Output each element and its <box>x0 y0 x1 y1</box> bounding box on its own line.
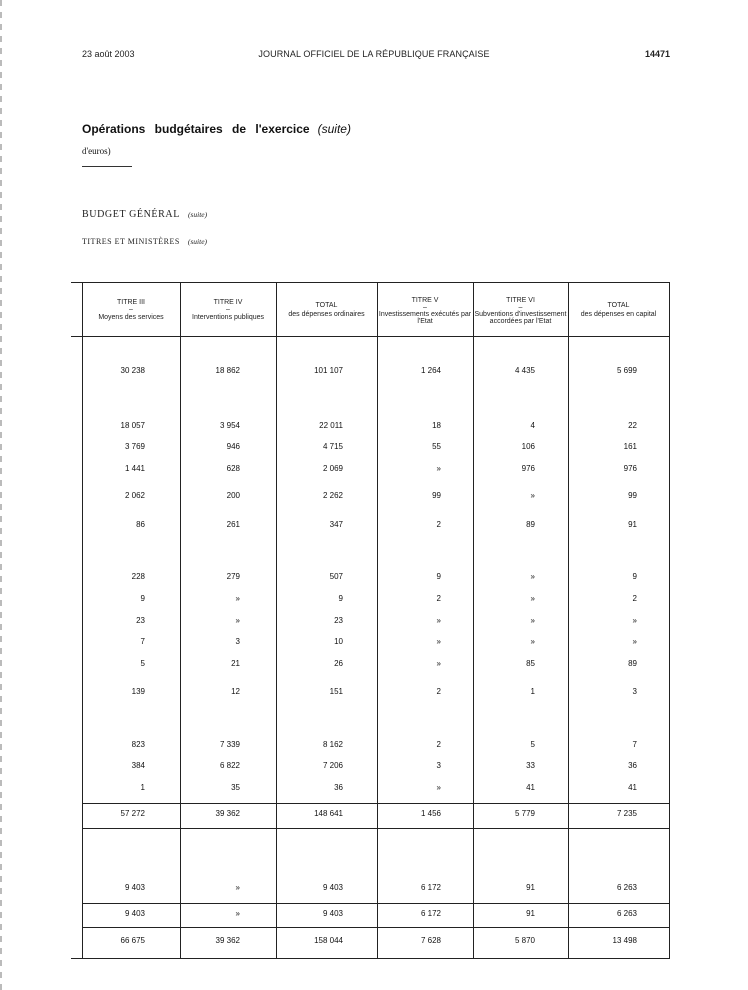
column-header-1 <box>82 286 180 334</box>
table-cell: 6 172 <box>420 909 441 918</box>
subtotal-bottom-rule <box>82 828 670 829</box>
table-cell: 7 339 <box>219 740 240 749</box>
table-cell: 200 <box>226 491 240 500</box>
header-date: 23 août 2003 <box>82 49 135 59</box>
table-cell: 7 <box>632 740 637 749</box>
column-header-subtitle: des dépenses ordinaires <box>288 311 365 318</box>
table-cell: 91 <box>628 520 637 529</box>
table-cell: 86 <box>136 520 145 529</box>
grand-total-top-rule <box>82 927 670 928</box>
table-cell: 39 362 <box>215 936 240 945</box>
subtotal-top-rule <box>82 803 670 804</box>
title-suite: (suite) <box>317 122 351 136</box>
column-header-subtitle: des dépenses en capital <box>580 311 657 318</box>
table-cell: 1 456 <box>420 809 441 818</box>
header-page-number: 14471 <box>645 49 671 59</box>
table-cell: 2 262 <box>322 491 343 500</box>
column-header-title: TOTAL <box>315 302 338 309</box>
table-cell: 5 <box>530 740 535 749</box>
table-cell: » <box>530 572 535 581</box>
table-cell: 5 <box>140 659 145 668</box>
column-header-title: TITRE IV <box>213 299 243 306</box>
table-cell: 30 238 <box>120 366 145 375</box>
table-cell: 1 264 <box>420 366 441 375</box>
table-cell: 6 822 <box>219 761 240 770</box>
column-header-title: TITRE VI <box>506 296 535 304</box>
column-header-subtitle: Subventions d'investissement accordées par l'Etat <box>474 310 567 325</box>
table-cell: 36 <box>334 783 343 792</box>
table-cell: 36 <box>628 761 637 770</box>
table-cell: 9 403 <box>124 909 145 918</box>
column-header-dash: – <box>518 303 523 311</box>
table-cell: 99 <box>432 491 441 500</box>
table-cell: 4 435 <box>514 366 535 375</box>
table-cell: 1 <box>140 783 145 792</box>
table-cell: 6 172 <box>420 883 441 892</box>
table-cell: 9 403 <box>322 909 343 918</box>
table-cell: 946 <box>226 442 240 451</box>
table-cell: 23 <box>334 616 343 625</box>
table-cell: 9 <box>436 572 441 581</box>
table-cell: 3 <box>235 637 240 646</box>
table-cell: 628 <box>226 464 240 473</box>
table-cell: 2 <box>436 520 441 529</box>
table-cell: 976 <box>521 464 535 473</box>
table-cell: 7 235 <box>616 809 637 818</box>
table-cell: 2 <box>436 594 441 603</box>
table-cell: 91 <box>526 909 535 918</box>
column-rule-6 <box>669 282 670 959</box>
table-cell: 18 862 <box>215 366 240 375</box>
table-cell: 41 <box>526 783 535 792</box>
table-bottom-rule <box>71 958 670 959</box>
column-header-title: TITRE V <box>411 296 439 304</box>
column-header-4 <box>377 286 473 334</box>
table-cell: 106 <box>521 442 535 451</box>
table-cell: 101 107 <box>314 366 343 375</box>
table-cell: 7 206 <box>322 761 343 770</box>
table-cell: 384 <box>131 761 145 770</box>
column-header-2 <box>180 286 276 334</box>
table-cell: 3 <box>436 761 441 770</box>
table-cell: 10 <box>334 637 343 646</box>
column-header-subtitle: Moyens des services <box>98 314 164 321</box>
table-cell: 85 <box>526 659 535 668</box>
table-cell: 18 <box>432 421 441 430</box>
table-cell: 91 <box>526 883 535 892</box>
header-journal-title: JOURNAL OFFICIEL DE LA RÉPUBLIQUE FRANÇAISE <box>258 49 490 59</box>
section-total-top-rule <box>82 903 670 904</box>
table-cell: 2 <box>436 687 441 696</box>
section-budget-general-label: BUDGET GÉNÉRAL <box>82 209 180 220</box>
table-cell: 99 <box>628 491 637 500</box>
table-cell: 22 011 <box>319 421 343 430</box>
table-cell: » <box>235 594 240 603</box>
table-cell: 158 044 <box>314 936 343 945</box>
table-cell: 9 <box>632 572 637 581</box>
table-cell: » <box>530 594 535 603</box>
unit-label: d'euros) <box>82 146 111 156</box>
table-cell: 1 441 <box>124 464 145 473</box>
table-cell: 3 769 <box>124 442 145 451</box>
table-cell: » <box>436 783 441 792</box>
table-cell: » <box>436 637 441 646</box>
table-cell: 5 779 <box>514 809 535 818</box>
table-cell: 3 <box>632 687 637 696</box>
section-titres-ministeres-label: TITRES ET MINISTÈRES <box>82 237 180 246</box>
column-header-dash: – <box>423 303 427 311</box>
table-cell: 1 <box>530 687 535 696</box>
table-cell: 18 057 <box>120 421 145 430</box>
table-cell: 6 263 <box>616 909 637 918</box>
table-cell: 21 <box>231 659 240 668</box>
table-cell: 2 062 <box>124 491 145 500</box>
table-cell: 4 <box>530 421 535 430</box>
table-cell: 5 699 <box>616 366 637 375</box>
table-cell: » <box>436 464 441 473</box>
table-cell: 2 069 <box>322 464 343 473</box>
column-header-3 <box>276 286 377 334</box>
table-cell: 2 <box>632 594 637 603</box>
table-cell: 161 <box>623 442 637 451</box>
table-cell: 6 263 <box>616 883 637 892</box>
column-header-subtitle: Investissements exécutés par l'Etat <box>378 310 472 325</box>
table-cell: » <box>235 909 240 918</box>
title-main: Opérations budgétaires de l'exercice <box>82 122 310 136</box>
table-cell: 26 <box>334 659 343 668</box>
table-cell: 9 403 <box>124 883 145 892</box>
table-cell: 13 498 <box>612 936 637 945</box>
table-cell: 7 628 <box>420 936 441 945</box>
column-header-subtitle: Interventions publiques <box>192 314 264 321</box>
table-cell: 9 <box>140 594 145 603</box>
table-cell: 976 <box>623 464 637 473</box>
section-budget-general-suite: (suite) <box>187 210 208 219</box>
table-cell: » <box>235 883 240 892</box>
table-cell: » <box>436 659 441 668</box>
column-header-5 <box>473 286 568 334</box>
table-cell: » <box>436 616 441 625</box>
table-cell: 55 <box>432 442 441 451</box>
table-cell: 139 <box>131 687 145 696</box>
table-cell: 261 <box>226 520 240 529</box>
table-cell: 7 <box>140 637 145 646</box>
table-cell: » <box>530 616 535 625</box>
table-cell: 4 715 <box>322 442 343 451</box>
column-header-dash: – <box>129 306 133 313</box>
column-header-title: TOTAL <box>607 302 630 309</box>
table-cell: » <box>530 491 535 500</box>
table-cell: 35 <box>231 783 240 792</box>
column-header-6 <box>568 286 669 334</box>
table-cell: 89 <box>628 659 637 668</box>
table-cell: 33 <box>526 761 535 770</box>
table-cell: 8 162 <box>322 740 343 749</box>
table-cell: 66 675 <box>120 936 145 945</box>
table-cell: » <box>235 616 240 625</box>
table-cell: » <box>632 637 637 646</box>
table-cell: 89 <box>526 520 535 529</box>
table-cell: 23 <box>136 616 145 625</box>
table-cell: 5 870 <box>514 936 535 945</box>
table-cell: 9 <box>338 594 343 603</box>
table-cell: 148 641 <box>314 809 343 818</box>
table-cell: 3 954 <box>219 421 240 430</box>
table-cell: 347 <box>329 520 343 529</box>
table-cell: 39 362 <box>215 809 240 818</box>
table-cell: 279 <box>226 572 240 581</box>
column-header-dash: – <box>226 306 230 313</box>
table-cell: 12 <box>231 687 240 696</box>
table-cell: 57 272 <box>120 809 145 818</box>
table-cell: » <box>530 637 535 646</box>
table-header-rule <box>71 336 670 337</box>
table-cell: 2 <box>436 740 441 749</box>
table-top-rule <box>71 282 670 283</box>
section-titres-ministeres-suite: (suite) <box>187 237 208 246</box>
table-cell: 151 <box>329 687 343 696</box>
table-cell: » <box>632 616 637 625</box>
table-cell: 22 <box>628 421 637 430</box>
table-cell: 9 403 <box>322 883 343 892</box>
table-cell: 228 <box>131 572 145 581</box>
table-cell: 823 <box>131 740 145 749</box>
column-header-title: TITRE III <box>117 299 145 306</box>
table-cell: 507 <box>329 572 343 581</box>
table-cell: 41 <box>628 783 637 792</box>
